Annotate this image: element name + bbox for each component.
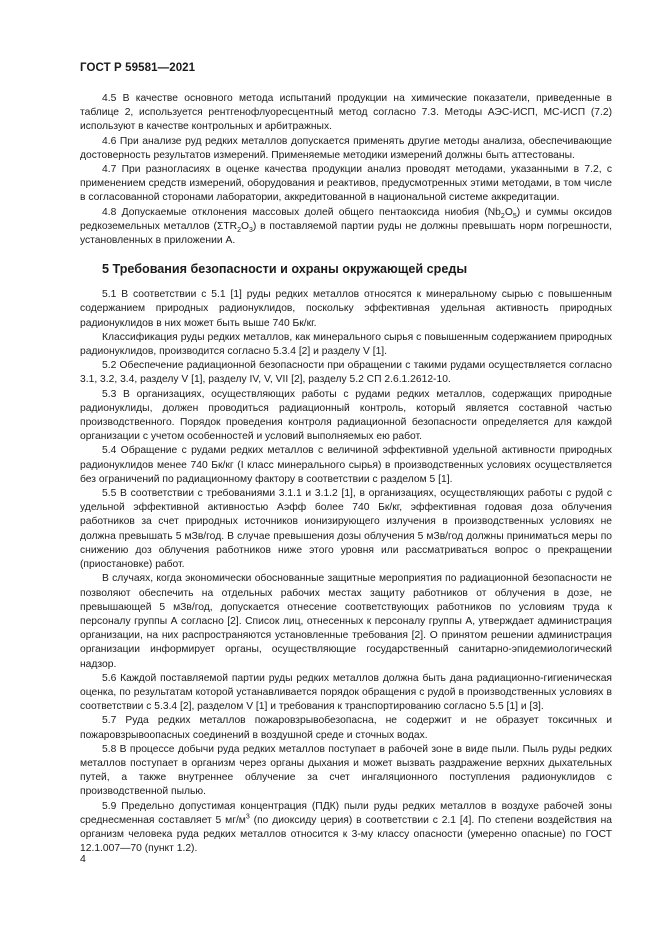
p59-text-2: (по диоксиду церия) в соответствии с 2.1 [4]. По степени воздействия на организм человека руда редких металлов относится к 3-му классу опасности (умеренно опасные) по ГОСТ 12.1.007—70 (пункт 1.2). — [80, 814, 612, 855]
paragraph-5-2: 5.2 Обеспечение радиационной безопасности при обращении с такими рудами осуществляется согласно 3.1, 3.2, 3.4, разделу V [1], разделу IV, V, VII [2], разделу 5.2 СП 2.6.1.2612-10. — [80, 360, 612, 386]
paragraph-5-4: 5.4 Обращение с рудами редких металлов с величиной эффективной удельной активности природных радионуклидов менее 740 Бк/кг (I класс минерального сырья) в производственных условиях осуществляется без ограничений по радиационному фактору в соответствии с разделом 5 [1]. — [80, 445, 612, 485]
p48-text-4: O — [240, 220, 249, 232]
p48-text-3: ) и суммы оксидов редкоземельных металлов (ΣTR — [80, 206, 612, 232]
p48-sub-1: 2 — [500, 212, 505, 220]
p48-text-1: 4.8 Допускаемые отклонения массовых долей общего пентаоксида ниобия (Nb — [102, 206, 501, 218]
paragraph-4-5: 4.5 В качестве основного метода испытаний продукции на химические показатели, приведенные в таблице 2, используется рентгенофлуоресцентный метод согласно 7.3. Методы АЭС-ИСП, МС-ИСП (7.2) используют в качестве контрольных и арбитражных. — [80, 93, 612, 133]
p48-sub-2: 5 — [512, 212, 517, 220]
page-number: 4 — [80, 853, 86, 865]
paragraph-5-1: 5.1 В соответствии с 5.1 [1] руды редких металлов относятся к минеральному сырью с повышенным содержанием природных радионуклидов, поскольку эффективная удельная активность природных радионуклидов в них может быть выше 740 Бк/кг. — [80, 289, 612, 329]
paragraph-4-6: 4.6 При анализе руд редких металлов допускается применять другие методы анализа, обеспечивающие достоверность результатов измерений. Применяемые методики измерений должны быть аттестованы. — [80, 135, 612, 161]
document-body — [80, 92, 612, 856]
paragraph-5-5: 5.5 В соответствии с требованиями 3.1.1 и 3.1.2 [1], в организациях, осуществляющих работы с рудой с удельной эффективной активностью Аэфф более 740 Бк/кг, эффективная годовая доза облучения работников за счет природных источников ионизирующего излучения в производственных условиях не должна превышать 5 мЗв/год. В случае превышения дозы облучения 5 мЗв/год должны приниматься меры по снижению доз облучения работников ниже этого уровня или рассматриваться вопрос о прекращении (приостановке) работ. — [80, 488, 612, 571]
paragraph-4-8 — [80, 206, 612, 249]
p48-text-5: ) в поставляемой партии руды не должны превышать норм погрешности, установленных в приложении А. — [80, 220, 613, 247]
document-header: ГОСТ Р 59581—2021 — [80, 62, 196, 74]
paragraph-5-8: 5.8 В процессе добычи руда редких металлов поступает в рабочей зоне в виде пыли. Пыль руды редких металлов поступает в организм через органы дыхания и может вызвать раздражение верхних дыхательных путей, а также внутреннее облучение за счет ингаляционного поступления радионуклидов с производственной пылью. — [80, 743, 612, 798]
p59-sup: 3 — [245, 813, 250, 821]
paragraph-5-6: 5.6 Каждой поставляемой партии руды редких металлов должна быть дана радиационно-гигиеническая оценка, по результатам которой устанавливается порядок обращения с рудой в производственных условиях в соответствии с 5.3.4 [2], разделом V [1] и требования к транспортированию согласно 5.5 [1] и [3]. — [80, 672, 612, 713]
p48-sub-3: 2 — [237, 226, 241, 234]
p59-text-1: 5.9 Предельно допустимая концентрация (ПДК) пыли руды редких металлов в воздухе рабочей зоны среднесменная составляет 5 мг/м — [80, 800, 612, 826]
paragraph-5-3: 5.3 В организациях, осуществляющих работы с рудами редких металлов, содержащих природные радионуклиды, должен проводиться радиационный контроль, который является составной частью производственного. Порядок проведения контроля радиационной безопасности определяется для каждой организации с учетом особенностей и условий выполняемых ею работ. — [80, 388, 612, 443]
p48-sub-4: 3 — [248, 226, 253, 234]
section-5-title: 5 Требования безопасности и охраны окружающей среды — [102, 262, 468, 277]
paragraph-5-5-cases: В случаях, когда экономически обоснованные защитные мероприятия по радиационной безопасности не позволяют обеспечить на отдельных рабочих местах защиту работников от облучения в дозе, не превышающей 5 мЗв/год, допускается отнесение соответствующих работников по условиям труда к персоналу группы А согласно [2]. Список лиц, отнесенных к персоналу группы А, утверждает администрация организации, на них распространяются установленные требования [2]. О принятом решении администрация организации информирует органы, осуществляющие государственный санитарно-эпидемиологический надзор. — [80, 573, 612, 670]
paragraph-5-1-classification: Классификация руды редких металлов, как минерального сырья с повышенным содержанием природных радионуклидов, производится согласно 5.3.4 [2] и разделу V [1]. — [80, 331, 612, 358]
p48-text-2: O — [504, 206, 513, 218]
paragraph-4-7: 4.7 При разногласиях в оценке качества продукции анализ проводят методами, указанными в 7.2, с применением средств измерений, оборудования и реактивов, предусмотренных этими методами, в том числе в согласованной сторонами лаборатории, аккредитованной в национальной системе аккредитации. — [80, 164, 612, 204]
paragraph-5-7: 5.7 Руда редких металлов пожаровзрывобезопасна, не содержит и не образует токсичных и пожаровзрывоопасных соединений в воздушной среде и сточных водах. — [80, 715, 612, 741]
paragraph-5-9 — [80, 800, 612, 857]
